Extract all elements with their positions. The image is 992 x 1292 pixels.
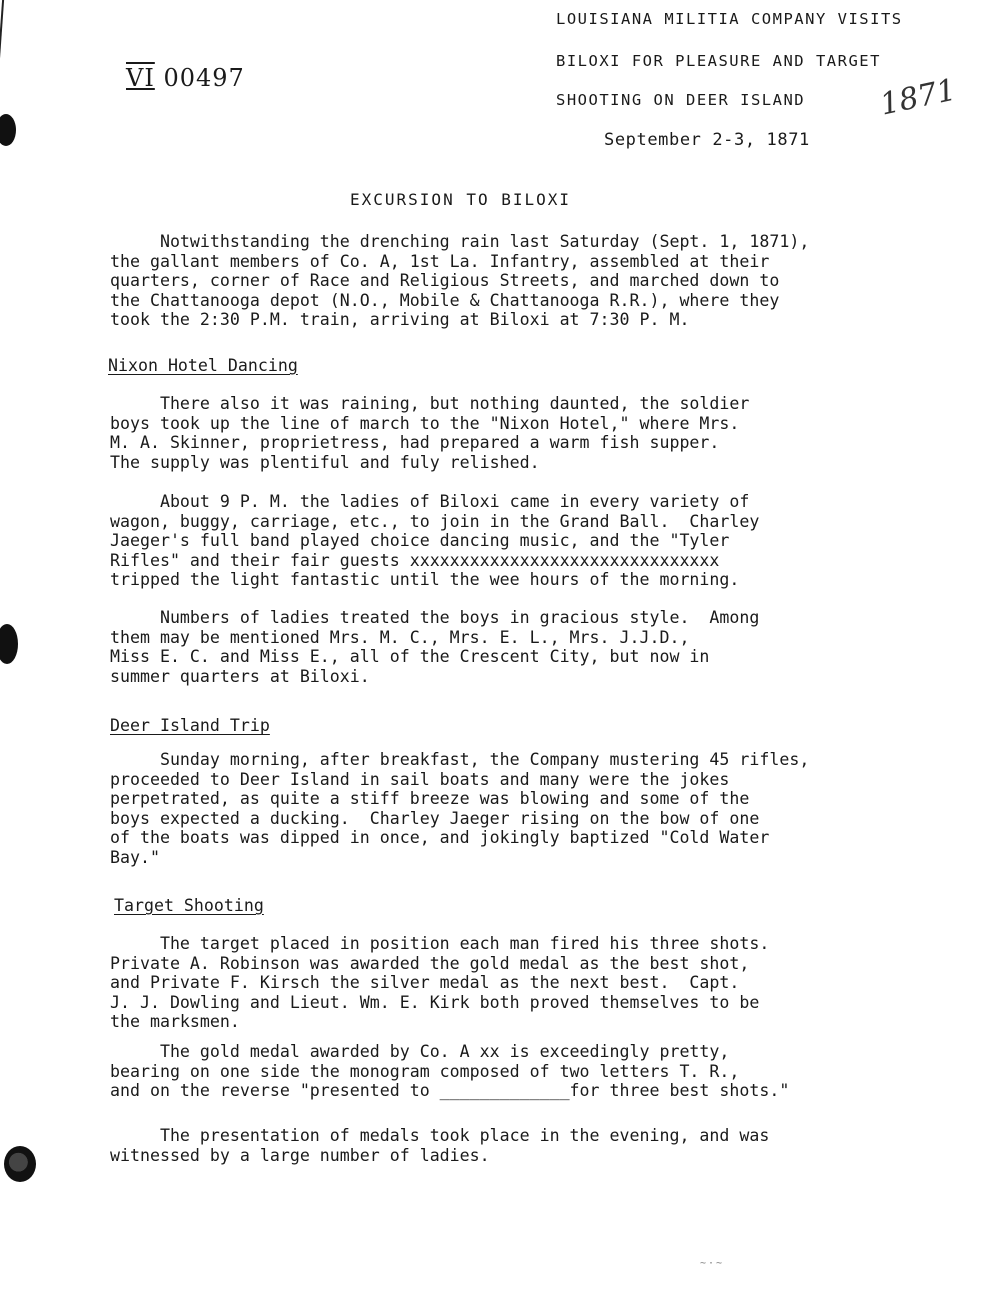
nixon-paragraph-2: About 9 P. M. the ladies of Biloxi came in every variety of wagon, buggy, carriage, etc., to join in the Grand Ball. Charley Jaeger's full band played choice dancing music, and the "Tyler Rifles" and their fair guests xxxxxxxxxxxxxxxxxxxxxxxxxxxxxxx tripped the light fantastic until the wee hours of the morning. (110, 492, 760, 589)
nixon-paragraph-1: There also it was raining, but nothing daunted, the soldier boys took up the line of march to the "Nixon Hotel," where Mrs. M. A. Skinner, proprietress, had prepared a warm fish supper. The supply was plentiful and fuly relished. (110, 394, 750, 472)
article-title: EXCURSION TO BILOXI (350, 190, 572, 209)
document-number-prefix: VI (126, 64, 155, 92)
punch-hole (4, 1146, 36, 1182)
target-paragraph-2: The gold medal awarded by Co. A xx is exceedingly pretty, bearing on one side the monogram composed of two letters T. R., and on the reverse "presented to _____________for three best shots." (110, 1042, 790, 1100)
document-number-value: 00497 (163, 64, 245, 92)
section-heading-deer-island: Deer Island Trip (110, 716, 270, 735)
corner-mark (0, 0, 18, 60)
deer-island-paragraph: Sunday morning, after breakfast, the Company mustering 45 rifles, proceeded to Deer Island in sail boats and many were the jokes perpetrated, as quite a stiff breeze was blowing and some of the boys expected a ducking. Charley Jaeger rising on the bow of one of the boats was dipped in once, and jokingly baptized "Cold Water Bay." (110, 750, 810, 867)
header-line-2: BILOXI FOR PLEASURE AND TARGET (556, 52, 881, 70)
ink-smudge: ~·~ (700, 1258, 725, 1269)
punch-hole (0, 114, 16, 146)
section-heading-nixon: Nixon Hotel Dancing (108, 356, 298, 375)
intro-paragraph: Notwithstanding the drenching rain last Saturday (Sept. 1, 1871), the gallant members of Co. A, 1st La. Infantry, assembled at their quarters, corner of Race and Religious Streets, and marched down to the Chattanooga depot (N.O., Mobile & Chattanooga R.R.), where they took the 2:30 P.M. train, arriving at Biloxi at 7:30 P. M. (110, 232, 810, 329)
section-heading-target: Target Shooting (114, 896, 264, 915)
header-line-3: SHOOTING ON DEER ISLAND (556, 91, 806, 109)
target-paragraph-1: The target placed in position each man fired his three shots. Private A. Robinson was awarded the gold medal as the best shot, and Private F. Kirsch the silver medal as the next best. Capt. J. J. Dowling and Lieut. Wm. E. Kirk both proved themselves to be the marksmen. (110, 934, 770, 1031)
handwritten-year: 1871 (877, 72, 960, 123)
nixon-paragraph-3: Numbers of ladies treated the boys in gracious style. Among them may be mentioned Mrs. M. C., Mrs. E. L., Mrs. J.J.D., Miss E. C. and Miss E., all of the Crescent City, but now in summer quarters at Biloxi. (110, 608, 760, 686)
punch-hole (0, 624, 18, 664)
header-date: September 2-3, 1871 (604, 130, 810, 150)
header-line-1: LOUISIANA MILITIA COMPANY VISITS (556, 10, 903, 28)
document-number (126, 64, 245, 92)
target-paragraph-3: The presentation of medals took place in the evening, and was witnessed by a large number of ladies. (110, 1126, 770, 1165)
